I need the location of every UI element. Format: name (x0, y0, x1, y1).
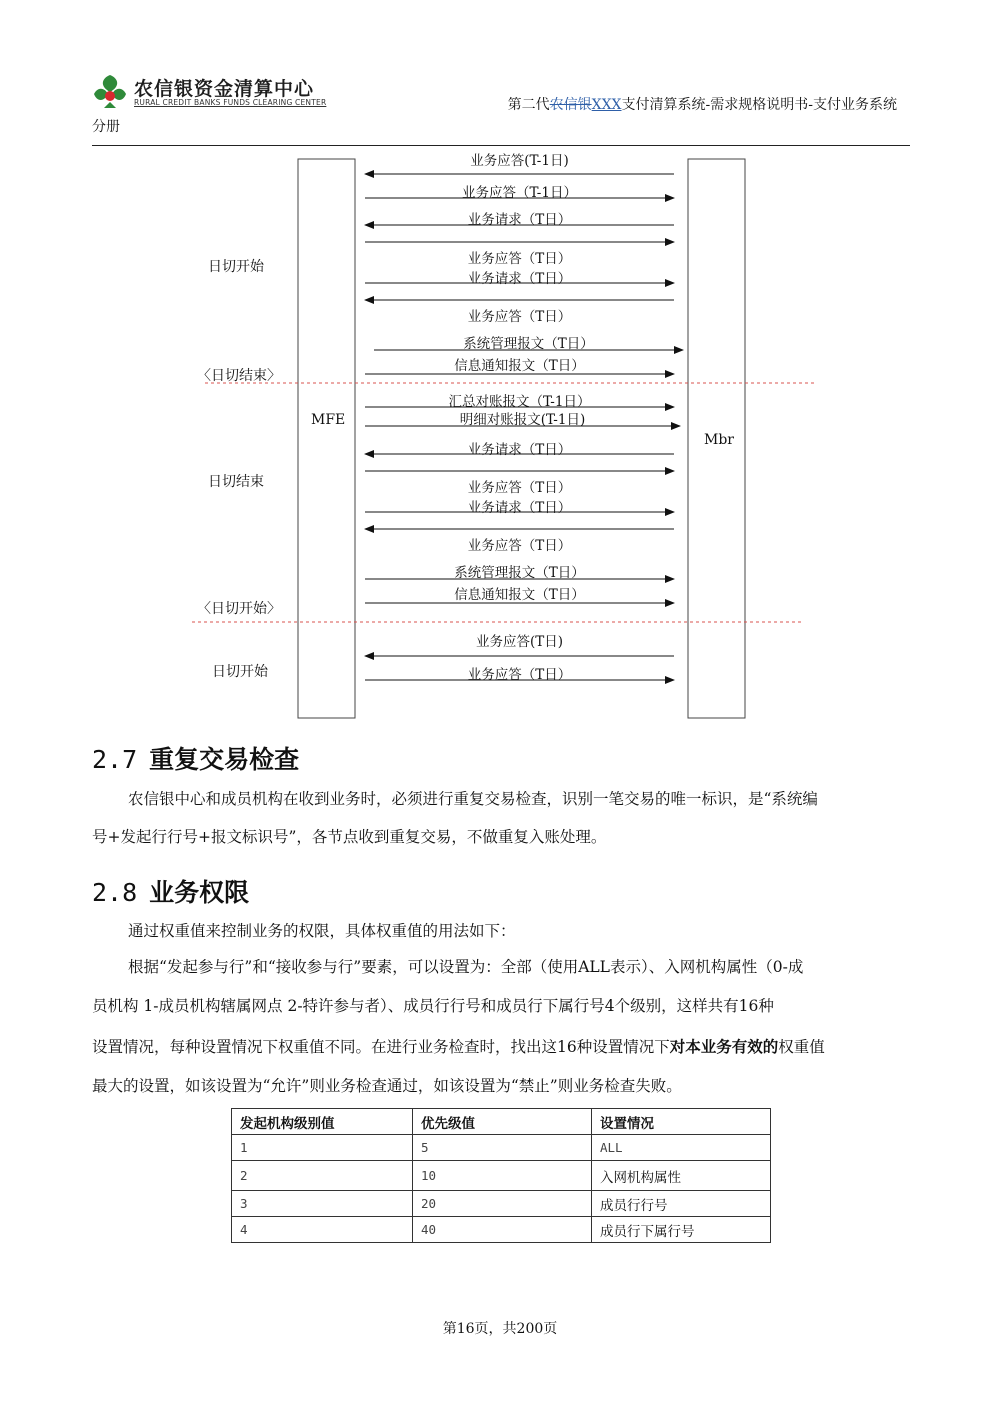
table-header-cell: 设置情况 (592, 1109, 771, 1135)
paragraph-text: 权重值 (778, 1038, 825, 1056)
message-label: 系统管理报文（T日） (454, 565, 585, 581)
message-label: 系统管理报文（T日） (463, 336, 594, 352)
table-cell: 4 (232, 1217, 413, 1243)
message-label: 业务应答（T日） (467, 251, 572, 267)
message-label: 业务请求（T日） (467, 212, 572, 228)
table-cell: 2 (232, 1161, 413, 1191)
logo-chinese-name: 农信银资金清算中心 (134, 78, 315, 100)
section-number: 2.8 (92, 878, 138, 907)
emphasized-text: 对本业务有效的 (669, 1037, 779, 1056)
message-label: 汇总对账报文（T-1日） (448, 394, 591, 410)
message-label: 业务应答（T日） (467, 667, 572, 683)
message-label: 业务应答(T-1日) (470, 153, 569, 169)
phase-label: 〈日切开始〉 (197, 601, 281, 617)
mfe-label: MFE (311, 412, 346, 428)
message-label: 业务应答（T日） (467, 309, 572, 325)
table-cell: 成员行下属行号 (592, 1217, 771, 1243)
paragraph-line: 员机构 1-成员机构辖属网点 2-特许参与者）、成员行行号和成员行下属行号4个级别，这样共有16种 (92, 997, 774, 1015)
message-label: 信息通知报文（T日） (454, 587, 585, 603)
table-header-cell: 优先级值 (413, 1109, 592, 1135)
table-cell: 3 (232, 1191, 413, 1217)
title-deleted-text: 农信银 (549, 97, 592, 113)
table-header-row (232, 1109, 771, 1135)
message-label: 信息通知报文（T日） (454, 358, 585, 374)
paragraph-line: 根据“发起参与行”和“接收参与行”要素，可以设置为：全部（使用ALL表示）、入网机构属性（0-成 (128, 958, 804, 976)
message-label: 业务应答（T日） (467, 538, 572, 554)
header-divider (92, 145, 910, 146)
phase-label: 日切开始 (212, 664, 268, 680)
logo-emblem-icon (90, 72, 130, 112)
paragraph-line: 最大的设置，如该设置为“允许”则业务检查通过，如该设置为“禁止”则业务检查失败。 (92, 1077, 682, 1095)
message-label: 业务请求（T日） (467, 442, 572, 458)
table-row (232, 1217, 771, 1243)
message-label: 业务应答（T-1日） (462, 185, 577, 201)
paragraph-line: 农信银中心和成员机构在收到业务时，必须进行重复交易检查，识别一笔交易的唯一标识，是“系统编 (128, 790, 818, 808)
table-cell: 成员行行号 (592, 1191, 771, 1217)
message-label: 业务请求（T日） (467, 271, 572, 287)
phase-label: 日切结束 (208, 474, 264, 490)
priority-table (231, 1108, 771, 1243)
phase-label: 日切开始 (208, 259, 264, 275)
paragraph-line: 通过权重值来控制业务的权限，具体权重值的用法如下： (128, 922, 516, 940)
table-row (232, 1161, 771, 1191)
table-row (232, 1135, 771, 1161)
title-prefix: 第二代 (507, 97, 550, 113)
section-number: 2.7 (92, 745, 138, 774)
table-cell: 10 (413, 1161, 592, 1191)
section-heading (92, 873, 249, 909)
title-inserted-text: XXX (591, 97, 622, 113)
title-suffix: 支付清算系统-需求规格说明书-支付业务系统 (621, 97, 897, 113)
document-title-continued: 分册 (92, 119, 120, 135)
section-heading (92, 740, 299, 776)
mbr-label: Mbr (704, 432, 734, 448)
table-header-cell: 发起机构级别值 (232, 1109, 413, 1135)
table-cell: 5 (413, 1135, 592, 1161)
page-footer: 第16页，共200页 (442, 1321, 558, 1337)
message-label: 业务应答（T日） (467, 480, 572, 496)
message-label: 业务请求（T日） (467, 500, 572, 516)
table-cell: 20 (413, 1191, 592, 1217)
paragraph-line (92, 1027, 910, 1067)
table-cell: 40 (413, 1217, 592, 1243)
mbr-lifeline-box (688, 159, 745, 718)
phase-label: 〈日切结束〉 (197, 368, 281, 384)
table-cell: 1 (232, 1135, 413, 1161)
document-title (508, 94, 897, 114)
table-cell: 入网机构属性 (592, 1161, 771, 1191)
logo (90, 70, 327, 116)
message-label: 明细对账报文(T-1日) (459, 412, 586, 428)
table-cell: ALL (592, 1135, 771, 1161)
logo-english-name: RURAL CREDIT BANKS FUNDS CLEARING CENTER (134, 98, 327, 107)
table-row (232, 1191, 771, 1217)
paragraph-line: 号+发起行行号+报文标识号”，各节点收到重复交易，不做重复入账处理。 (92, 828, 607, 846)
section-title: 重复交易检查 (149, 745, 300, 774)
section-title: 业务权限 (149, 878, 250, 907)
message-label: 业务应答(T日) (475, 634, 564, 650)
paragraph-text: 设置情况，每种设置情况下权重值不同。在进行业务检查时，找出这16种设置情况下 (92, 1038, 670, 1056)
mfe-lifeline-box (298, 159, 355, 718)
